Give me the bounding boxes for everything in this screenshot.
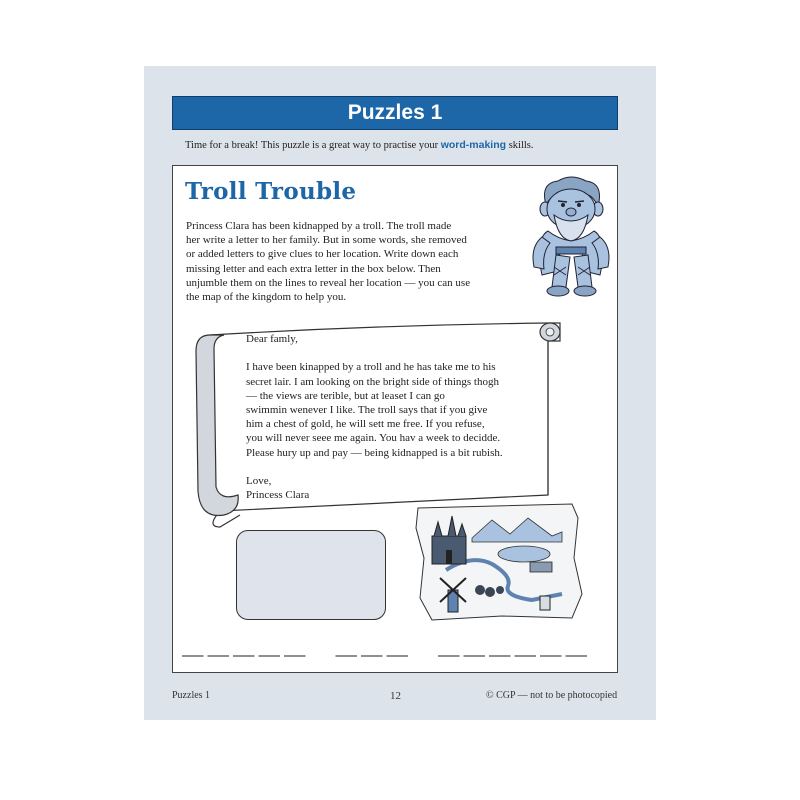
letter-line: I have been kinapped by a troll and he has take me to his [246,361,496,374]
instruction-line: missing letter and each extra letter in the box below. Then [186,262,441,275]
instruction-line: or added letters to give clues to her location. Write down each [186,248,459,261]
instruction-line: Princess Clara has been kidnapped by a troll. The troll made [186,220,452,232]
letter-line: Please hury up and pay — being kidnapped is a bit rubish. [246,446,503,459]
letter-greeting: Dear famly, [246,333,298,345]
intro-text [185,139,625,151]
letter-line: secret lair. I am looking on the bright side of things thogh [246,375,499,388]
instruction-line: her write a letter to her family. But in some words, she removed [186,234,467,247]
intro-highlight: word-making [440,139,507,151]
page-number: 12 [390,690,401,702]
copyright-notice: © CGP — not to be photocopied [486,690,618,701]
instructions [186,219,531,304]
instruction-line: unjumble them on the lines to reveal her location — you can use [186,276,471,289]
intro-after: skills. [506,140,534,151]
instruction-line: the map of the kingdom to help you. [186,291,347,304]
letter-closing: Love, [246,475,272,487]
letter-line: — the views are terible, but at leaset I can go [246,389,445,402]
troll-illustration [528,175,614,301]
letter-signature: Princess Clara [246,489,310,502]
footer-section: Puzzles 1 [172,690,211,701]
princess-letter [246,332,566,502]
letters-answer-box[interactable] [236,530,386,620]
kingdom-map [412,498,584,623]
letter-line: him a chest of gold, he will sett me free. If you refuse, [246,418,485,431]
letter-line: you will never seee me again. You hav a week to decidde. [246,432,501,445]
intro-before: Time for a break! This puzzle is a great way to practise your [185,140,441,151]
page-title: Puzzles 1 [172,96,618,130]
puzzle-heading: Troll Trouble [185,178,357,205]
answer-lines[interactable] [182,648,612,660]
letter-line: swimmin wenever I like. The troll says that if you give [246,404,488,416]
